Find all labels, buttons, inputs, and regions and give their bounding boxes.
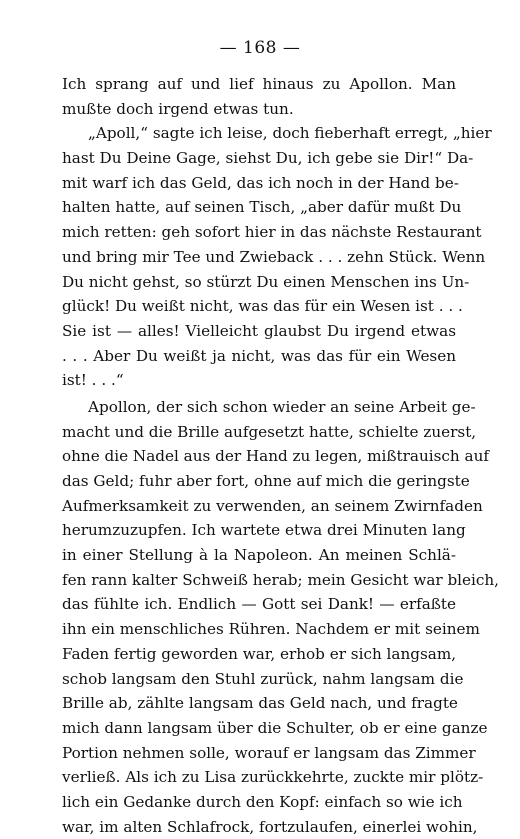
text-line: mich dann langsam über die Schulter, ob er eine ganze — [62, 718, 488, 737]
text-line: Sie ist — alles! Vielleicht glaubst Du irgend etwas — [62, 321, 456, 340]
text-line: hast Du Deine Gage, siehst Du, ich gebe sie Dir!“ Da- — [62, 149, 474, 168]
text-line: lich ein Gedanke durch den Kopf: einfach so wie ich — [62, 792, 463, 811]
text-line: Faden fertig geworden war, erhob er sich langsam, — [62, 644, 457, 663]
text-line: in einer Stellung à la Napoleon. An meinen Schlä- — [62, 546, 456, 565]
text-line: fen rann kalter Schweiß herab; mein Gesicht war bleich, — [62, 570, 500, 589]
text-line: macht und die Brille aufgesetzt hatte, schielte zuerst, — [62, 422, 477, 441]
text-line: und bring mir Tee und Zwieback . . . zehn Stück. Wenn — [62, 247, 486, 266]
text-line: das Geld; fuhr aber fort, ohne auf mich die geringste — [62, 472, 470, 490]
text-line: halten hatte, auf seinen Tisch, „aber dafür mußt Du — [62, 198, 462, 217]
text-line: verließ. Als ich zu Lisa zurückkehrte, zuckte mir plötz- — [62, 768, 484, 787]
page-number: — 168 — — [219, 38, 301, 58]
text-line: war, im alten Schlafrock, fortzulaufen, einerlei wohin, — [62, 817, 478, 836]
text-line: glück! Du weißt nicht, was das für ein Wesen ist . . . — [62, 297, 463, 316]
text-line: Brille ab, zählte langsam das Geld nach, und fragte — [62, 694, 458, 713]
text-line: . . . Aber Du weißt ja nicht, was das für ein Wesen — [62, 346, 456, 365]
text-line: mich retten: geh sofort hier in das nächste Restaurant — [62, 223, 482, 242]
text-line: mit warf ich das Geld, das ich noch in der Hand be- — [62, 173, 459, 192]
text-line: mußte doch irgend etwas tun. — [62, 99, 294, 118]
text-line: Du nicht gehst, so stürzt Du einen Menschen ins Un- — [62, 272, 470, 291]
text-line: herumzuzupfen. Ich wartete etwa drei Minuten lang — [62, 521, 466, 540]
text-line: das fühlte ich. Endlich — Gott sei Dank! — erfaßte — [62, 595, 456, 614]
text-line: Apollon, der sich schon wieder an seine Arbeit ge- — [88, 397, 476, 416]
text-line: ihn ein menschliches Rühren. Nachdem er mit seinem — [62, 620, 480, 639]
text-line: Ich sprang auf und lief hinaus zu Apollon. Man — [62, 75, 456, 93]
text-line: ohne die Nadel aus der Hand zu legen, mißtrauisch auf — [62, 447, 489, 466]
body-text — [62, 72, 500, 839]
text-line: Portion nehmen solle, worauf er langsam das Zimmer — [62, 743, 476, 762]
text-line: ist! . . .“ — [62, 371, 124, 390]
text-line: schob langsam den Stuhl zurück, nahm langsam die — [62, 669, 464, 688]
text-line: Aufmerksamkeit zu verwenden, an seinem Zwirnfaden — [62, 496, 483, 515]
text-line: „Apoll,“ sagte ich leise, doch fieberhaft erregt, „hier — [88, 124, 492, 143]
